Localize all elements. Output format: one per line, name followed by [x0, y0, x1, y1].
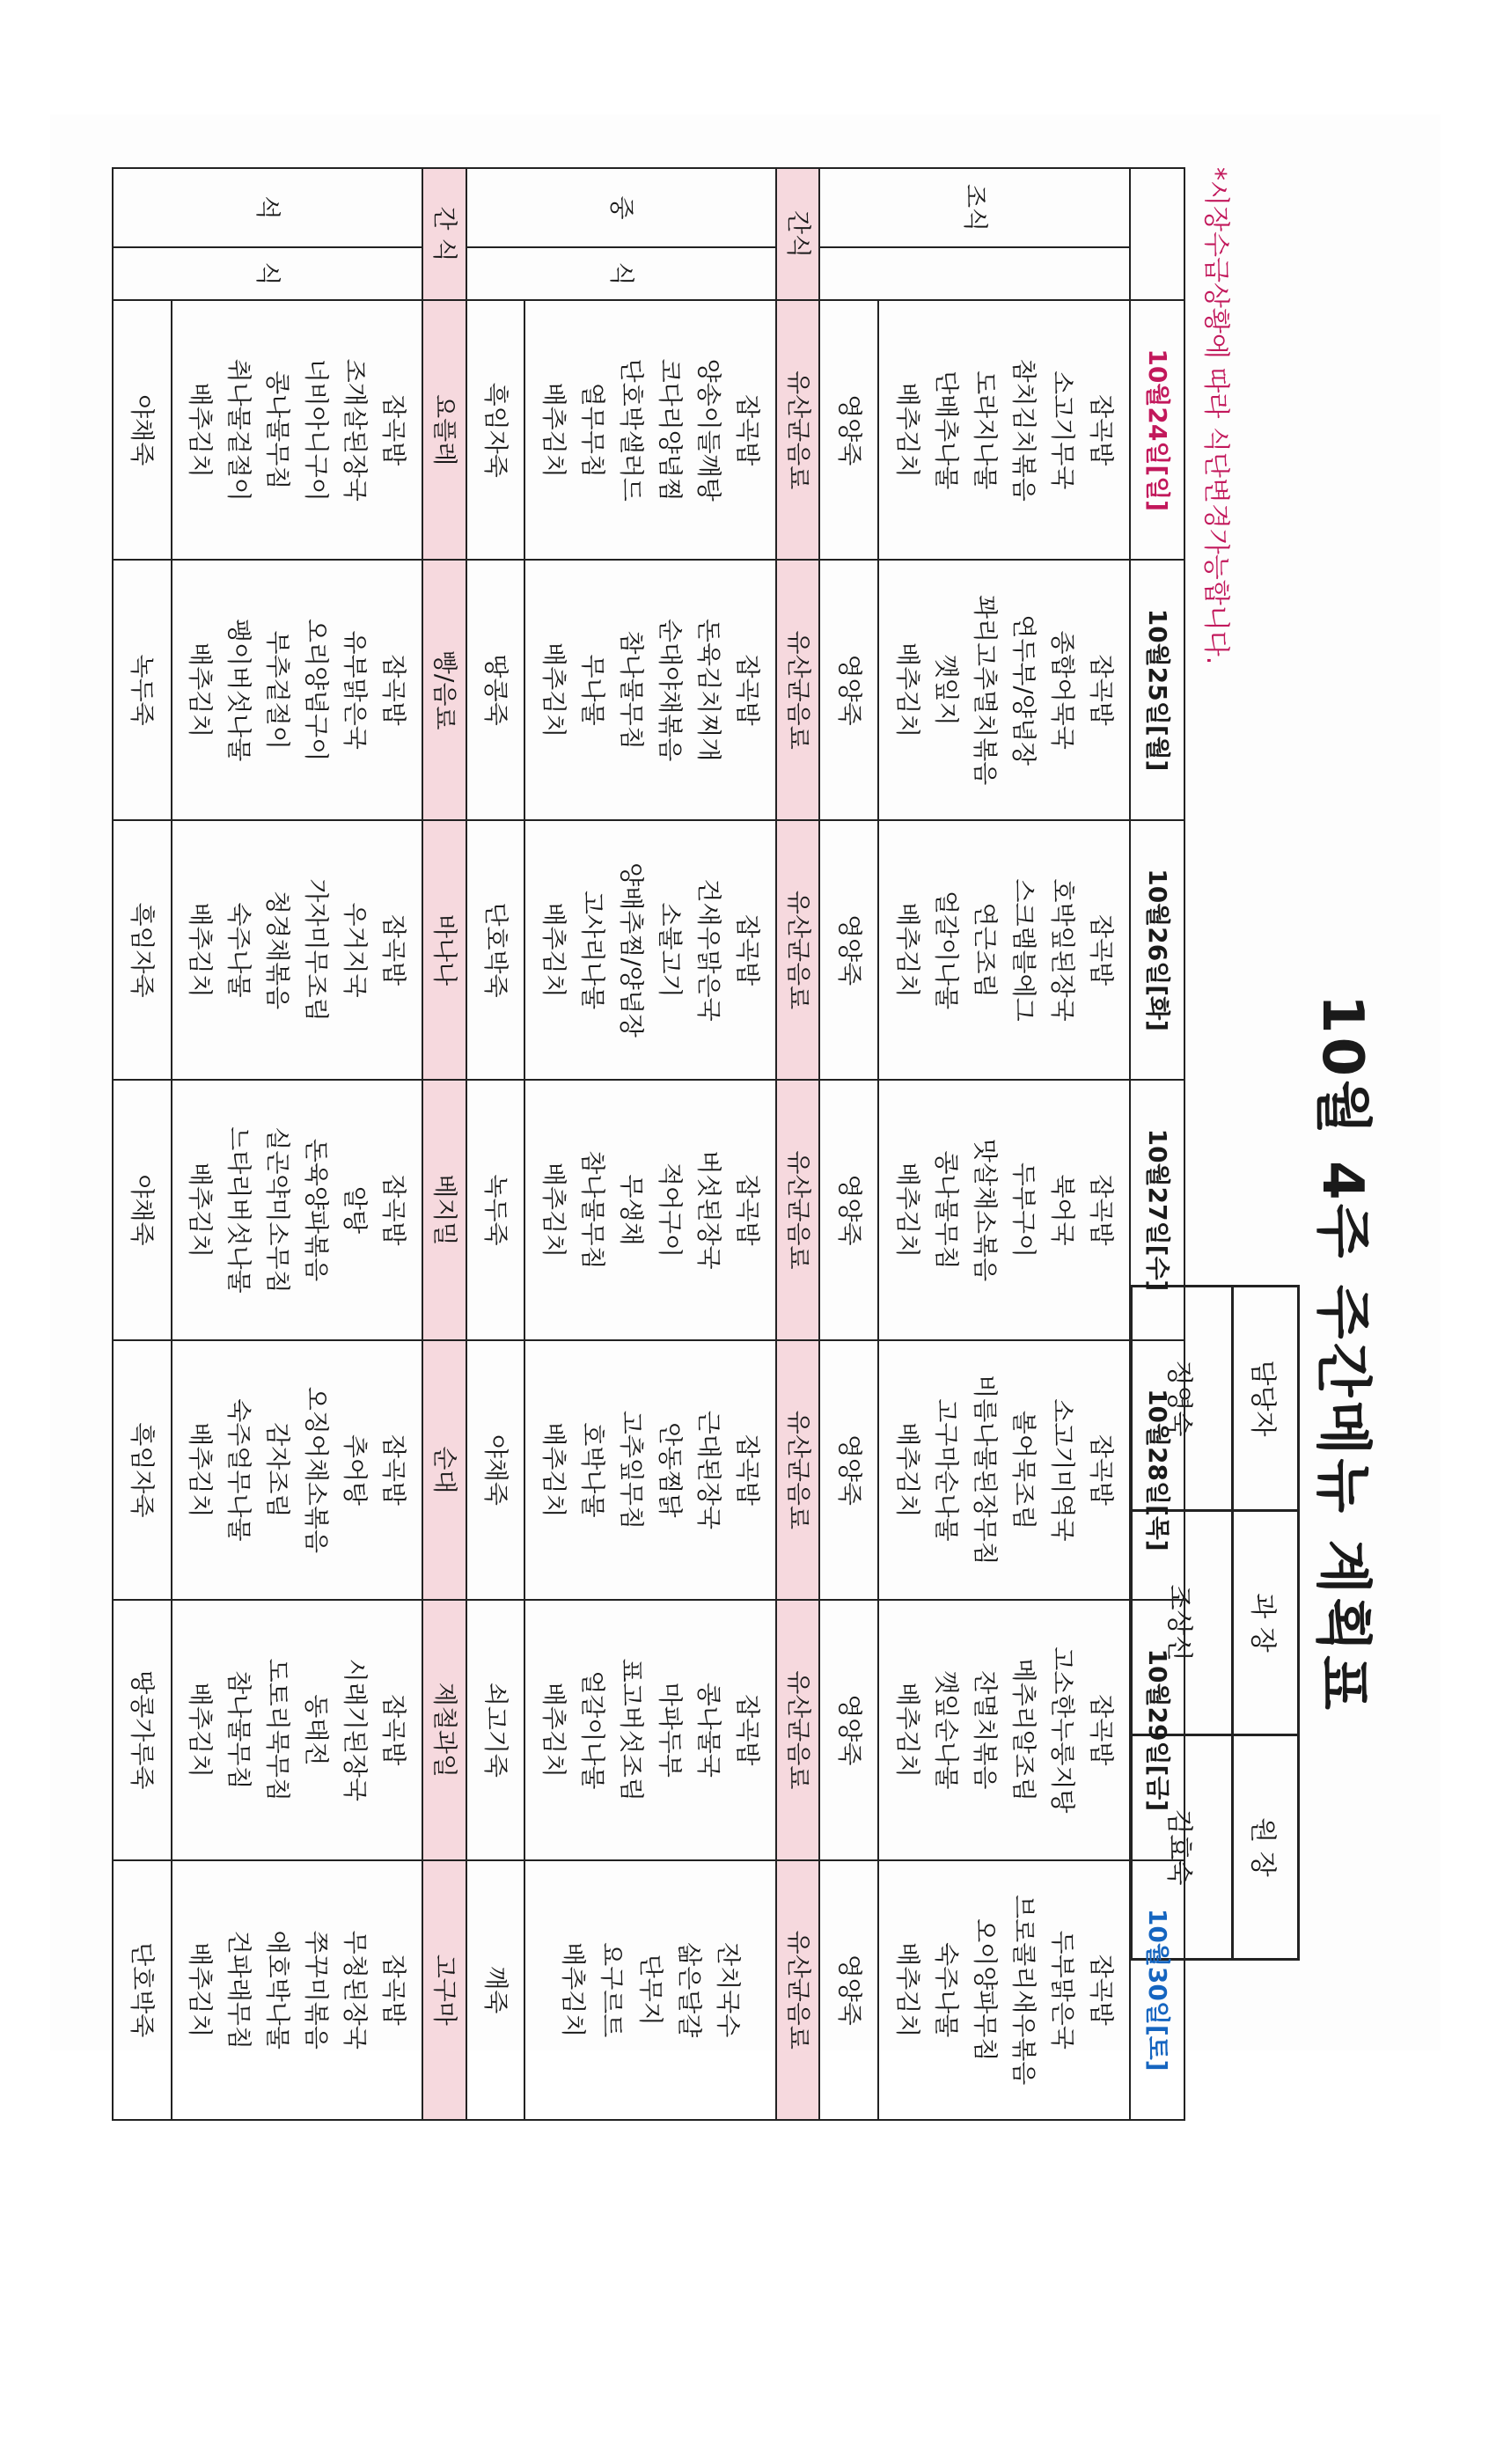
menu-cell-snack-pm: 요플레 [422, 300, 466, 560]
menu-item: 배추김치 [892, 1162, 922, 1258]
menu-item: 호박나물 [578, 1422, 608, 1518]
menu-item: 배추김치 [892, 1942, 922, 2038]
menu-item: 잔치국수 [714, 1942, 744, 2038]
menu-item: 동태전 [302, 1694, 332, 1766]
menu-item: 배추김치 [186, 902, 216, 998]
menu-cell-breakfast-jook: 영양죽 [819, 560, 878, 819]
menu-cell-lunch [524, 820, 776, 1080]
menu-item: 잡곡밥 [379, 1434, 409, 1506]
menu-item: 잡곡밥 [1086, 1694, 1116, 1766]
menu-item: 무청된장국 [341, 1930, 370, 2050]
date-header: 10월30일[토] [1130, 1860, 1184, 2120]
menu-item: 추어탕 [341, 1434, 370, 1506]
menu-item: 소불고기 [656, 902, 686, 998]
menu-item: 꽈리고추멸치볶음 [970, 594, 1000, 786]
menu-item: 배추김치 [892, 1682, 922, 1778]
menu-item: 열무무침 [578, 382, 608, 478]
menu-cell-lunch-jook: 녹두죽 [466, 1080, 525, 1339]
menu-item: 고사리나물 [578, 890, 608, 1010]
meal-label-lunch-2: 식 [466, 247, 776, 300]
menu-cell-dinner [172, 1080, 423, 1339]
lunch-jook-row [466, 168, 525, 2120]
menu-cell-dinner-jook: 흑임자죽 [113, 1340, 172, 1600]
menu-item: 무생채 [617, 1174, 647, 1246]
menu-item: 무나물 [578, 654, 608, 726]
menu-item: 잡곡밥 [379, 1954, 409, 2026]
lunch-row [524, 168, 776, 2120]
menu-item: 두부맑은국 [1047, 1930, 1077, 2050]
approval-header-staff: 담당자 [1233, 1287, 1299, 1511]
menu-item: 부추겉절이 [263, 630, 293, 750]
menu-item: 참나물무침 [578, 1150, 608, 1270]
menu-cell-lunch [524, 1600, 776, 1859]
menu-item: 잡곡밥 [379, 1174, 409, 1246]
menu-cell-breakfast-jook: 영양죽 [819, 1080, 878, 1339]
menu-item: 요구르트 [598, 1942, 627, 2038]
date-row [1130, 168, 1184, 2120]
menu-cell-dinner-jook: 흑임자죽 [113, 820, 172, 1080]
menu-item: 콩나물무침 [931, 1150, 961, 1270]
menu-item: 청경채볶음 [263, 890, 293, 1010]
rotated-menu-sheet [50, 114, 1441, 2086]
menu-item: 잡곡밥 [1086, 1954, 1116, 2026]
date-header: 10월24일[일] [1130, 300, 1184, 560]
menu-cell-dinner [172, 1600, 423, 1859]
menu-item: 깻잎지 [931, 654, 961, 726]
menu-item: 잔멸치볶음 [970, 1670, 1000, 1790]
menu-cell-snack-pm: 바나나 [422, 820, 466, 1080]
menu-item: 브로콜리새우볶음 [1008, 1895, 1038, 2086]
meal-label-dinner-1: 석 [113, 168, 422, 247]
menu-cell-breakfast [878, 820, 1130, 1080]
menu-item: 비름나물된장무침 [970, 1375, 1000, 1566]
menu-item: 배추김치 [892, 902, 922, 998]
menu-item: 배추김치 [539, 1422, 569, 1518]
menu-item: 잡곡밥 [379, 654, 409, 726]
menu-item: 배추김치 [186, 1422, 216, 1518]
menu-cell-breakfast [878, 1600, 1130, 1859]
menu-item: 잡곡밥 [733, 1174, 763, 1246]
menu-item: 도토리묵무침 [263, 1658, 293, 1801]
menu-item: 가자미무조림 [302, 878, 332, 1022]
menu-item: 느타리버섯나물 [224, 1126, 254, 1294]
menu-item: 북어국 [1047, 1174, 1077, 1246]
menu-item: 잡곡밥 [733, 913, 763, 986]
date-header: 10월26일[화] [1130, 820, 1184, 1080]
approval-header-manager: 과 장 [1233, 1511, 1299, 1735]
menu-item: 잡곡밥 [1086, 1434, 1116, 1506]
dinner-row [172, 168, 423, 2120]
menu-item: 적어구이 [656, 1162, 686, 1258]
menu-cell-snack-am: 유산균음료 [776, 300, 819, 560]
menu-cell-breakfast [878, 560, 1130, 819]
menu-cell-snack-am: 유산균음료 [776, 1080, 819, 1339]
breakfast-jook-row [819, 168, 878, 2120]
menu-item: 고구마순나물 [931, 1398, 961, 1542]
menu-cell-lunch-jook: 단호박죽 [466, 820, 525, 1080]
menu-item: 깻잎순나물 [931, 1670, 961, 1790]
menu-item: 배추김치 [186, 1162, 216, 1258]
menu-item: 호박잎된장국 [1047, 878, 1077, 1022]
menu-item: 배추김치 [186, 1682, 216, 1778]
menu-cell-breakfast [878, 300, 1130, 560]
menu-item: 단배추나물 [931, 370, 961, 490]
menu-cell-dinner-jook: 야채죽 [113, 1080, 172, 1339]
menu-item: 고추잎무침 [617, 1410, 647, 1530]
menu-item: 코다리양념찜 [656, 358, 686, 502]
date-header: 10월29일[금] [1130, 1600, 1184, 1859]
menu-cell-lunch-jook: 땅콩죽 [466, 560, 525, 819]
menu-cell-dinner-jook: 야채죽 [113, 300, 172, 560]
menu-cell-dinner [172, 1860, 423, 2120]
menu-item: 잡곡밥 [379, 394, 409, 466]
notice-text: *시장수급상황에 따라 식단변경가능합니다. [1200, 167, 1231, 665]
snack-am-row [776, 168, 819, 2120]
menu-item: 시래기된장국 [341, 1658, 370, 1801]
approval-sign-manager: 조상선 [1132, 1511, 1233, 1735]
menu-cell-snack-pm: 빵/음료 [422, 560, 466, 819]
menu-cell-snack-pm: 순대 [422, 1340, 466, 1600]
menu-item: 연근조림 [970, 902, 1000, 998]
menu-item: 배추김치 [539, 642, 569, 738]
menu-cell-breakfast-jook: 영양죽 [819, 820, 878, 1080]
menu-item: 얼갈이나물 [931, 890, 961, 1010]
meal-label-lunch-1: 중 [466, 168, 776, 247]
menu-item: 잡곡밥 [733, 394, 763, 466]
menu-item: 숙주나물 [931, 1942, 961, 2038]
menu-cell-lunch [524, 560, 776, 819]
menu-cell-snack-pm: 베지밀 [422, 1080, 466, 1339]
date-header: 10월28일[목] [1130, 1340, 1184, 1600]
menu-item: 잡곡밥 [1086, 394, 1116, 466]
menu-item: 감자조림 [263, 1422, 293, 1518]
menu-item: 종합어묵국 [1047, 630, 1077, 750]
meal-sub-blank [819, 247, 1129, 300]
menu-cell-snack-am: 유산균음료 [776, 820, 819, 1080]
menu-item: 돈육김치찌개 [694, 618, 724, 762]
menu-item: 참나물무침 [617, 630, 647, 750]
menu-item: 콩나물무침 [263, 370, 293, 490]
snack-pm-row [422, 168, 466, 2120]
menu-cell-snack-pm: 제철과일 [422, 1600, 466, 1859]
menu-item: 배추김치 [186, 642, 216, 738]
menu-cell-dinner [172, 560, 423, 819]
menu-item: 배추김치 [892, 642, 922, 738]
menu-item: 고소한누룽지탕 [1047, 1646, 1077, 1814]
menu-item: 삶은달걀 [675, 1942, 705, 2038]
menu-item: 오징어채소볶음 [302, 1386, 332, 1554]
menu-cell-lunch-jook: 쇠고기죽 [466, 1600, 525, 1859]
menu-item: 버섯된장국 [694, 1150, 724, 1270]
menu-item: 얼갈이나물 [578, 1670, 608, 1790]
menu-item: 스크램블에그 [1008, 878, 1038, 1022]
corner-cell [1130, 168, 1184, 300]
menu-item: 배추김치 [186, 382, 216, 478]
date-header: 10월27일[수] [1130, 1080, 1184, 1339]
menu-item: 잡곡밥 [733, 654, 763, 726]
menu-cell-snack-am: 유산균음료 [776, 1340, 819, 1600]
menu-item: 잡곡밥 [379, 913, 409, 986]
date-header: 10월25일[월] [1130, 560, 1184, 819]
menu-item: 순대야채볶음 [656, 618, 686, 762]
menu-item: 소고기무국 [1047, 370, 1077, 490]
menu-item: 도라지나물 [970, 370, 1000, 490]
weekly-menu-table [112, 167, 1185, 2121]
menu-cell-breakfast-jook: 영양죽 [819, 1860, 878, 2120]
menu-item: 볼어묵조림 [1008, 1410, 1038, 1530]
menu-item: 팽이버섯나물 [224, 618, 254, 762]
menu-item: 배추김치 [559, 1942, 589, 2038]
menu-item: 안동찜닭 [656, 1422, 686, 1518]
meal-label-breakfast: 조식 [819, 168, 1129, 247]
menu-item: 잡곡밥 [733, 1434, 763, 1506]
menu-item: 알탕 [341, 1185, 370, 1235]
menu-item: 오이양파무침 [970, 1918, 1000, 2062]
menu-item: 우거지국 [341, 902, 370, 998]
dinner-jook-row [113, 168, 172, 2120]
menu-item: 콩나물국 [694, 1682, 724, 1778]
menu-item: 돈육양파볶음 [302, 1138, 332, 1282]
menu-item: 배추김치 [539, 1162, 569, 1258]
meal-label-snack-am: 간식 [776, 168, 819, 300]
menu-cell-lunch [524, 300, 776, 560]
menu-item: 오리양념구이 [302, 618, 332, 762]
menu-cell-breakfast-jook: 영양죽 [819, 300, 878, 560]
menu-item: 배추김치 [539, 1682, 569, 1778]
menu-item: 건새우맑은국 [694, 878, 724, 1022]
menu-cell-dinner [172, 300, 423, 560]
menu-item: 건파래무침 [224, 1930, 254, 2050]
menu-cell-lunch-jook: 깨죽 [466, 1860, 525, 2120]
menu-item: 애호박나물 [263, 1930, 293, 2050]
approval-header-director: 원 장 [1233, 1735, 1299, 1960]
menu-item: 배추김치 [539, 902, 569, 998]
menu-cell-breakfast-jook: 영양죽 [819, 1600, 878, 1859]
menu-item: 맛살채소볶음 [970, 1138, 1000, 1282]
menu-cell-lunch-jook: 흑임자죽 [466, 300, 525, 560]
menu-item: 유부맑은국 [341, 630, 370, 750]
menu-cell-dinner-jook: 녹두죽 [113, 560, 172, 819]
approval-sign-director: 김효숙 [1132, 1735, 1233, 1960]
menu-cell-snack-pm: 고구마 [422, 1860, 466, 2120]
menu-cell-lunch [524, 1860, 776, 2120]
menu-item: 취나물겉절이 [224, 358, 254, 502]
menu-item: 실곤약미소무침 [263, 1126, 293, 1294]
menu-cell-dinner [172, 820, 423, 1080]
menu-cell-dinner-jook: 단호박죽 [113, 1860, 172, 2120]
menu-item: 숙주얼무나물 [224, 1398, 254, 1542]
meal-label-dinner-2: 식 [113, 247, 422, 300]
menu-item: 배추김치 [892, 382, 922, 478]
menu-item: 양송이들깨탕 [694, 358, 724, 502]
menu-item: 잡곡밥 [1086, 1174, 1116, 1246]
menu-item: 배추김치 [186, 1942, 216, 2038]
menu-cell-lunch [524, 1340, 776, 1600]
menu-item: 단무지 [636, 1954, 666, 2026]
page-title: 10월 4주 주간메뉴 계획표 [1309, 994, 1375, 1713]
menu-item: 메추리알조림 [1008, 1658, 1038, 1801]
approval-sign-staff: 정영숙 [1132, 1287, 1233, 1511]
menu-item: 너비아니구이 [302, 358, 332, 502]
menu-item: 연두부/양념장 [1008, 614, 1038, 766]
menu-item: 잡곡밥 [733, 1694, 763, 1766]
menu-item: 잡곡밥 [1086, 913, 1116, 986]
menu-item: 단호박샐러드 [617, 358, 647, 502]
menu-item: 배추김치 [892, 1422, 922, 1518]
menu-item: 참치김치볶음 [1008, 358, 1038, 502]
menu-item: 배추김치 [539, 382, 569, 478]
menu-item: 참나물무침 [224, 1670, 254, 1790]
menu-cell-breakfast [878, 1340, 1130, 1600]
menu-item: 근대된장국 [694, 1410, 724, 1530]
menu-cell-lunch-jook: 야채죽 [466, 1340, 525, 1600]
menu-cell-snack-am: 유산균음료 [776, 560, 819, 819]
menu-item: 표고버섯조림 [617, 1658, 647, 1801]
menu-item: 잡곡밥 [1086, 654, 1116, 726]
meal-label-snack-pm: 간 식 [422, 168, 466, 300]
menu-item: 두부구이 [1008, 1162, 1038, 1258]
menu-cell-breakfast-jook: 영양죽 [819, 1340, 878, 1600]
menu-item: 조개살된장국 [341, 358, 370, 502]
menu-cell-dinner-jook: 땅콩가루죽 [113, 1600, 172, 1859]
menu-cell-snack-am: 유산균음료 [776, 1600, 819, 1859]
menu-cell-breakfast [878, 1860, 1130, 2120]
menu-item: 양배추찜/양념장 [617, 862, 647, 1038]
menu-item: 마파두부 [656, 1682, 686, 1778]
menu-item: 잡곡밥 [379, 1694, 409, 1766]
menu-item: 쭈꾸미볶음 [302, 1930, 332, 2050]
breakfast-row [878, 168, 1130, 2120]
menu-cell-breakfast [878, 1080, 1130, 1339]
menu-cell-lunch [524, 1080, 776, 1339]
menu-item: 숙주나물 [224, 902, 254, 998]
menu-item: 소고기미역국 [1047, 1398, 1077, 1542]
menu-cell-dinner [172, 1340, 423, 1600]
menu-cell-snack-am: 유산균음료 [776, 1860, 819, 2120]
